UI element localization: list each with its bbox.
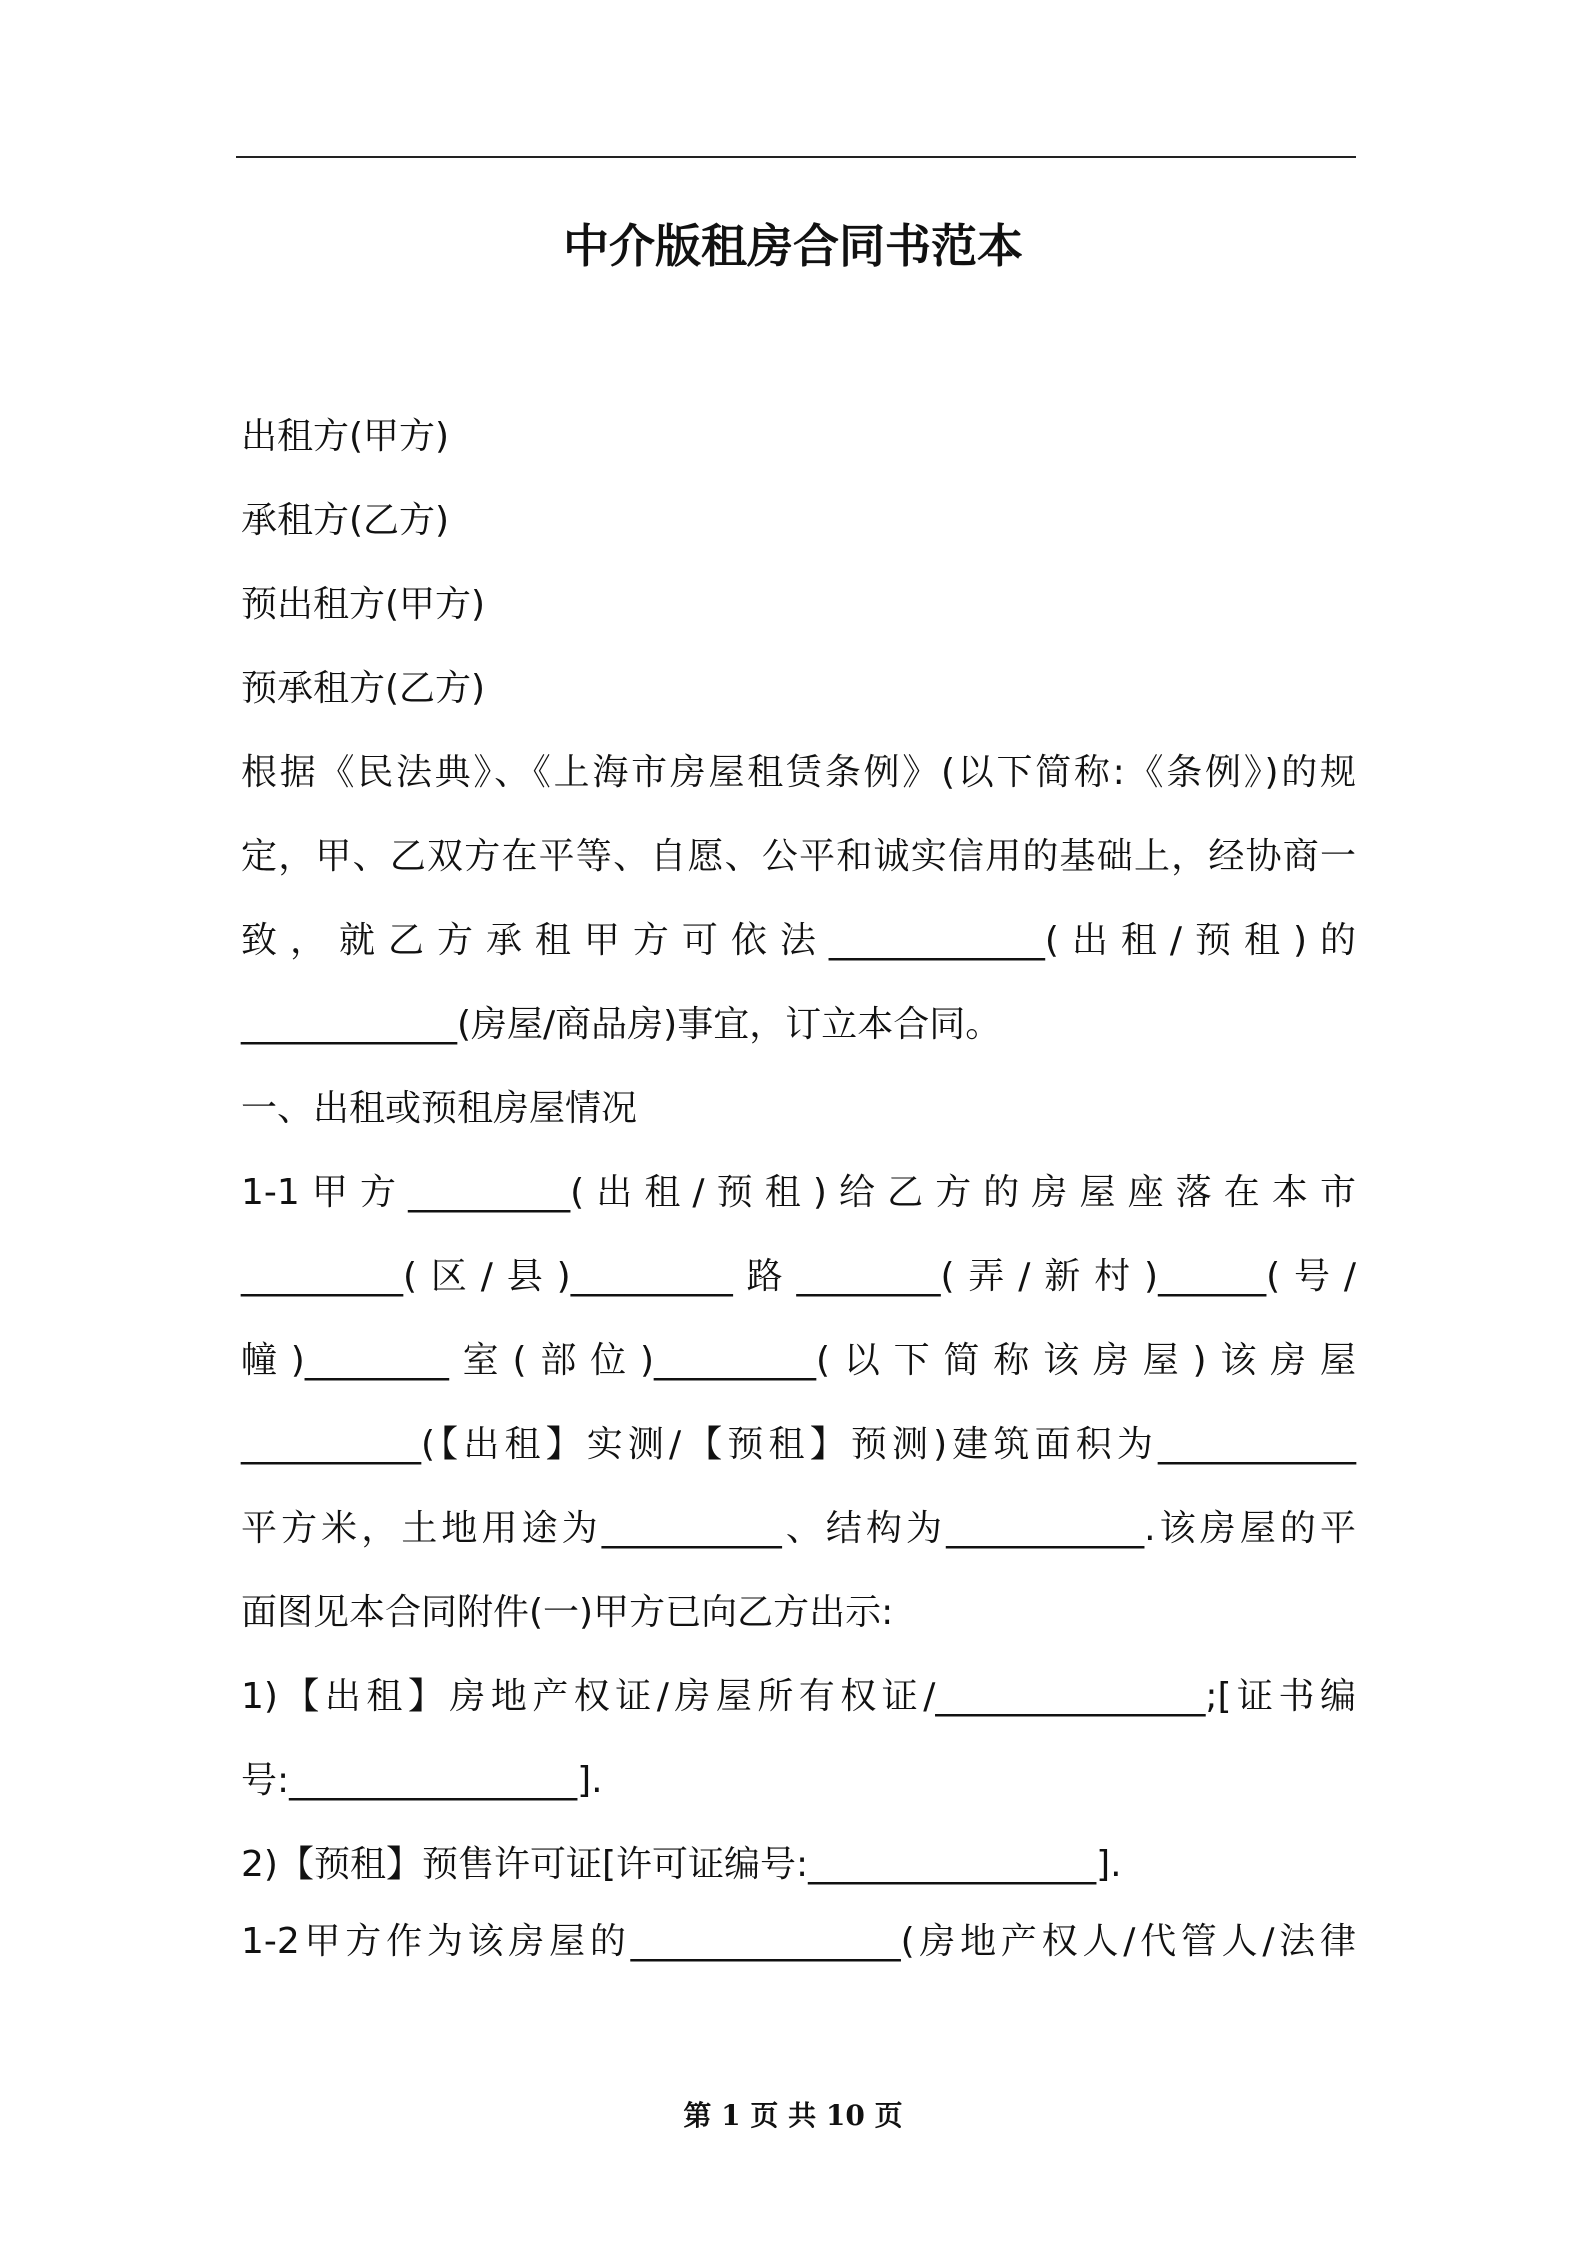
clause-line: 平方米，土地用途为__________、结构为___________.该房屋的平 — [241, 1508, 1356, 1549]
clause-line: 面图见本合同附件(一)甲方已向乙方出示: — [241, 1592, 894, 1633]
party-pre-lessee-line: 预承租方(乙方) — [241, 668, 486, 709]
clause-line: _________(区/县)_________路________(弄/新村)______(号/ — [241, 1256, 1356, 1297]
body-line: 致，就乙方承租甲方可依法____________(出租/预租)的 — [241, 920, 1356, 961]
party-lessee-line: 承租方(乙方) — [241, 500, 450, 541]
clause-line: __________(【出租】实测/【预租】预测)建筑面积为___________ — [241, 1424, 1356, 1465]
party-lessor-line: 出租方(甲方) — [241, 416, 450, 457]
body-line: 根据《民法典》、《上海市房屋租赁条例》(以下简称:《条例》)的规 — [241, 752, 1356, 793]
section-heading: 一、出租或预租房屋情况 — [241, 1088, 638, 1129]
clause-line: 1-1甲方_________(出租/预租)给乙方的房屋座落在本市 — [241, 1172, 1356, 1213]
clause-line: 1)【出租】房地产权证/房屋所有权证/_______________;[证书编 — [241, 1676, 1356, 1717]
page-footer: 第 1 页 共 10 页 — [683, 2099, 903, 2132]
clause-line: 2)【预租】预售许可证[许可证编号:________________]. — [241, 1844, 1122, 1885]
body-line: 定，甲、乙双方在平等、自愿、公平和诚实信用的基础上，经协商一 — [241, 836, 1356, 877]
body-line: ____________(房屋/商品房)事宜，订立本合同。 — [241, 1004, 1002, 1045]
clause-line: 1-2甲方作为该房屋的_______________(房地产权人/代管人/法律 — [241, 1921, 1356, 1962]
clause-line: 号:________________]. — [241, 1760, 603, 1801]
document-title: 中介版租房合同书范本 — [563, 219, 1023, 273]
clause-line: 幢)________室(部位)_________(以下简称该房屋)该房屋 — [241, 1340, 1356, 1381]
header-rule — [236, 156, 1356, 158]
party-pre-lessor-line: 预出租方(甲方) — [241, 584, 486, 625]
